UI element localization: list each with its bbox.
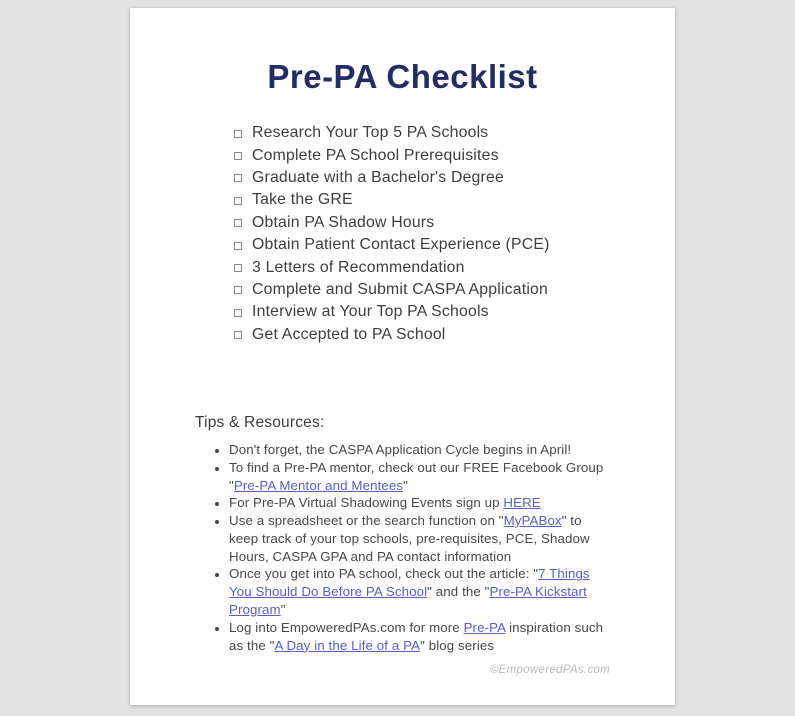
tip-text: inspiration such as the ": [229, 619, 604, 653]
checklist-item: [234, 212, 675, 234]
checkbox-icon: [234, 197, 242, 205]
checkbox-icon: [234, 242, 242, 250]
page-title: Pre-PA Checklist: [267, 58, 538, 95]
tip-text: To find a Pre-PA mentor, check out our FREE Facebook Group ": [229, 459, 604, 493]
checklist-item-label: Obtain PA Shadow Hours: [252, 213, 435, 231]
tips-list: [195, 441, 611, 655]
checklist-item-label: Graduate with a Bachelor's Degree: [252, 168, 504, 186]
checklist-item-label: Research Your Top 5 PA Schools: [252, 124, 489, 142]
tip-text: Don't forget, the CASPA Application Cycle begins in April!: [229, 441, 572, 457]
checklist-item-label: Get Accepted to PA School: [252, 325, 446, 343]
checkbox-icon: [234, 264, 242, 272]
checklist-item-label: Interview at Your Top PA Schools: [252, 303, 489, 321]
checklist-item: [234, 234, 675, 256]
checklist-item: [234, 301, 675, 323]
checklist-item-label: Complete PA School Prerequisites: [252, 146, 499, 164]
checklist-item: [234, 144, 675, 166]
tip-item: [229, 494, 611, 512]
tip-item: [229, 512, 611, 565]
checklist-item: [234, 324, 675, 346]
tip-text: ": [403, 477, 408, 493]
checklist-item: [234, 256, 675, 278]
checklist-item-label: Obtain Patient Contact Experience (PCE): [252, 236, 550, 254]
tips-heading: Tips & Resources:: [195, 413, 325, 431]
checkbox-icon: [234, 130, 242, 138]
tip-link[interactable]: Pre-PA Mentor and Mentees: [233, 477, 404, 493]
tip-text: For Pre-PA Virtual Shadowing Events sign up: [229, 495, 504, 511]
checkbox-icon: [234, 152, 242, 160]
checkbox-icon: [234, 286, 242, 294]
checkbox-icon: [234, 174, 242, 182]
tip-text: " and the ": [427, 584, 490, 600]
watermark: ©EmpoweredPAs.com: [489, 664, 610, 676]
tip-link[interactable]: Pre-PA Kickstart Program: [229, 584, 587, 618]
tip-link[interactable]: A Day in the Life of a PA: [274, 637, 421, 653]
tip-text: ": [280, 602, 286, 618]
checklist-item: [234, 122, 675, 144]
checkbox-icon: [234, 219, 242, 227]
tip-text: Log into EmpoweredPAs.com for more: [229, 619, 464, 635]
tip-link[interactable]: HERE: [503, 495, 541, 511]
tip-item: [229, 619, 611, 655]
tip-text: " to keep track of your top schools, pre-requisites, PCE, Shadow Hours, CASPA GPA and PA contact information: [229, 513, 590, 564]
tips-section: [195, 414, 615, 655]
tip-item: [229, 565, 611, 618]
document-page: [130, 8, 675, 705]
checklist-item-label: 3 Letters of Recommendation: [252, 258, 465, 276]
checklist-item: [234, 189, 675, 211]
tip-text: " blog series: [420, 637, 495, 653]
checkbox-icon: [234, 331, 242, 339]
tip-text: Use a spreadsheet or the search function on ": [229, 513, 504, 529]
tip-item: [229, 459, 611, 495]
checklist-item-label: Complete and Submit CASPA Application: [252, 280, 549, 298]
checklist-item-label: Take the GRE: [252, 191, 353, 209]
tip-text: Once you get into PA school, check out the article: ": [229, 566, 539, 582]
checkbox-icon: [234, 309, 242, 317]
tip-item: [229, 441, 611, 459]
tip-link[interactable]: MyPABox: [503, 513, 562, 529]
checklist-item: [234, 167, 675, 189]
checklist-item: [234, 279, 675, 301]
tip-link[interactable]: 7 Things You Should Do Before PA School: [229, 566, 590, 600]
tip-link[interactable]: Pre-PA: [463, 619, 506, 635]
checklist: [234, 122, 675, 346]
